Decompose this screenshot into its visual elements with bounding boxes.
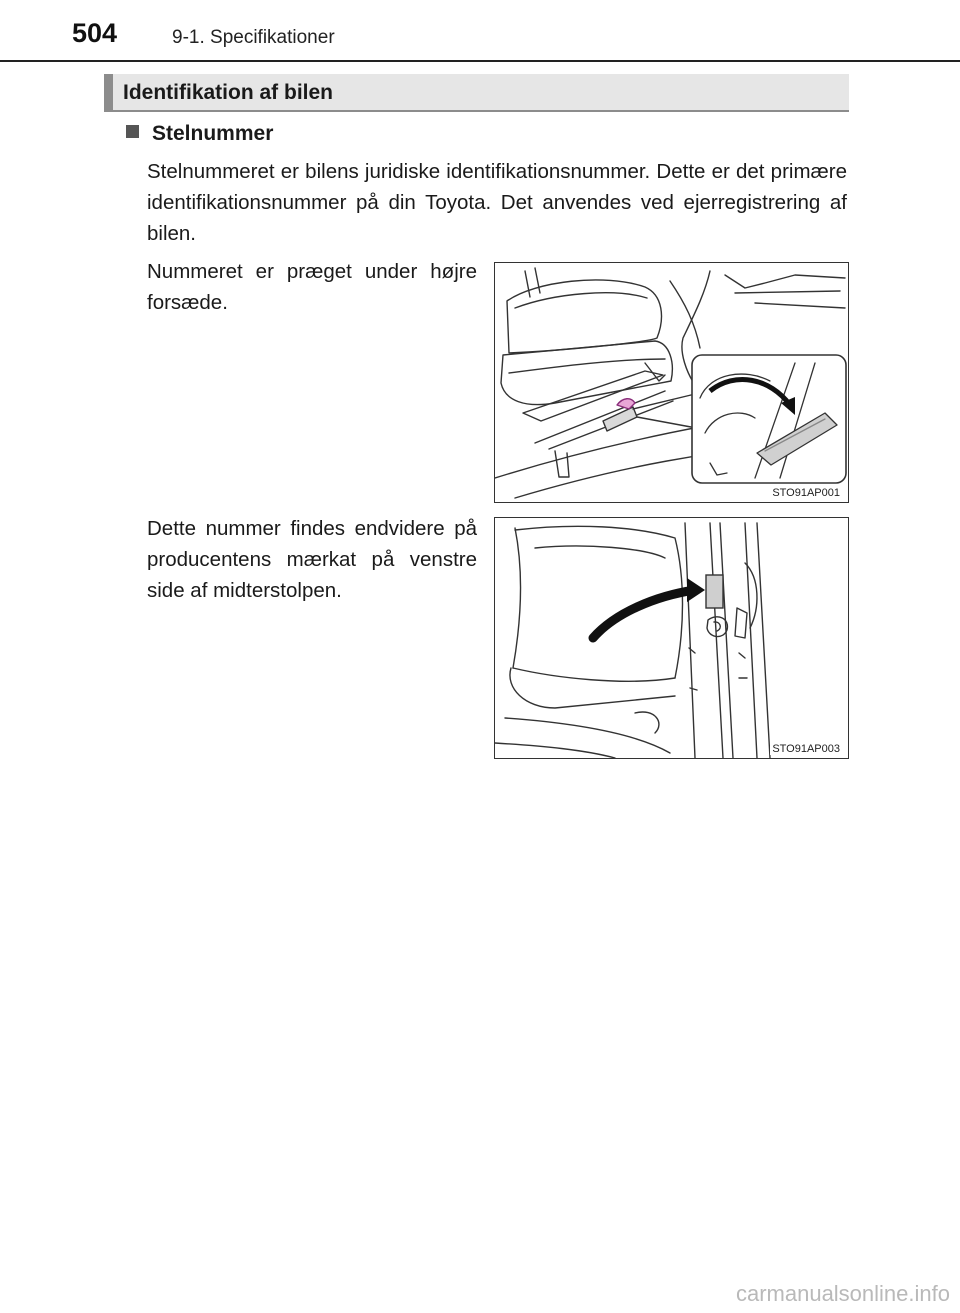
square-bullet-icon <box>126 125 139 138</box>
subsection-heading <box>126 122 273 146</box>
figure-seat-illustration <box>494 262 849 503</box>
section-accent <box>104 74 113 112</box>
page-number: 504 <box>72 18 118 48</box>
figure-code: STO91AP003 <box>772 743 840 755</box>
seat-floor-illustration <box>495 263 848 502</box>
chapter-title: 9-1. Specifikationer <box>172 27 335 48</box>
section-title: Identifikation af bilen <box>123 81 334 104</box>
subsection-title: Stelnummer <box>152 122 274 145</box>
figure-2-description: Dette nummer findes endvidere på producentens mærkat på venstre side af midterstolpen. <box>147 517 477 602</box>
intro-paragraph: Stelnummeret er bilens juridiske identifikationsnummer. Dette er det primære identifikationsnummer på din Toyota. Det anvendes ved ejerregistrering af bilen. <box>147 160 847 245</box>
figure-code: STO91AP001 <box>772 487 840 499</box>
section-heading-bar <box>104 74 849 112</box>
figure-pillar-illustration <box>494 517 849 759</box>
header-rule <box>0 60 960 62</box>
pillar-label-illustration <box>495 518 848 758</box>
figure-1-description: Nummeret er præget under højre forsæde. <box>147 260 477 314</box>
watermark: carmanualsonline.info <box>735 1281 950 1306</box>
